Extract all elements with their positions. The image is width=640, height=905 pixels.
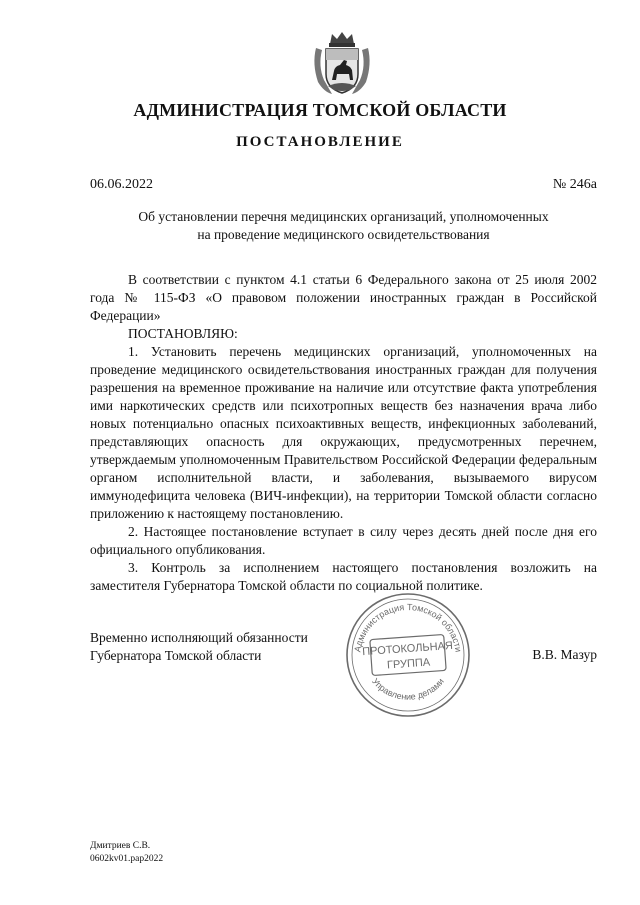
signer-position-line: Губернатора Томской области	[90, 648, 262, 663]
signer-position-line: Временно исполняющий обязанности	[90, 630, 308, 645]
preamble-paragraph: В соответствии с пунктом 4.1 статьи 6 Федерального закона от 25 июля 2002 года № 115-ФЗ «О правовом положении иностранных граждан в Российской Федерации»	[90, 272, 597, 323]
document-number: № 246а	[552, 177, 597, 192]
decree-item-3: 3. Контроль за исполнением настоящего постановления возложить на заместителя Губернатора Томской области по социальной политике.	[90, 560, 597, 593]
executor-name: Дмитриев С.В.	[90, 841, 151, 851]
stamp-inner-line-1: ПРОТОКОЛЬНАЯ	[361, 639, 454, 659]
subject-line: Об установлении перечня медицинских организаций, уполномоченных	[138, 209, 549, 224]
document-date: 06.06.2022	[90, 177, 153, 192]
stamp-outer-text-bottom: Управление делами	[370, 676, 446, 702]
document-subject	[90, 208, 597, 244]
signer-name: В.В. Мазур	[532, 647, 597, 662]
signer-position	[90, 629, 308, 665]
document-body	[90, 271, 597, 595]
org-title: АДМИНИСТРАЦИЯ ТОМСКОЙ ОБЛАСТИ	[133, 100, 507, 120]
stamp-inner-line-2: ГРУППА	[386, 656, 431, 672]
tomsk-coat-of-arms-icon	[310, 30, 374, 96]
executor-info	[90, 840, 163, 866]
stamp-outer-text-top: Администрация Томской области	[352, 601, 464, 653]
decree-item-2: 2. Настоящее постановление вступает в силу через десять дней после дня его официального опубликования.	[90, 524, 597, 557]
file-code: 0602kv01.pap2022	[90, 854, 164, 864]
subject-line: на проведение медицинского освидетельствования	[197, 227, 490, 242]
decree-item-1: 1. Установить перечень медицинских организаций, уполномоченных на проведение медицинского освидетельствования иностранных граждан для получения разрешения на временное проживание на наличие или отсутствие факта употребления ими наркотических средств или психотропных веществ без назначения врача либо новых потенциально опасных психоактивных веществ, инфекционных заболеваний, представляющих опасность для окружающих, предусмотренных перечнем, утверждаемым уполномоченным Правительством Российской Федерации федеральным органом исполнительной власти, и заболевания, вызываемого вирусом иммунодефицита человека (ВИЧ-инфекции), на территории Томской области согласно приложению к настоящему постановлению.	[90, 344, 597, 521]
protocol-group-stamp	[343, 590, 473, 720]
decree-word: ПОСТАНОВЛЯЮ:	[128, 326, 238, 341]
document-type: ПОСТАНОВЛЕНИЕ	[236, 134, 404, 150]
